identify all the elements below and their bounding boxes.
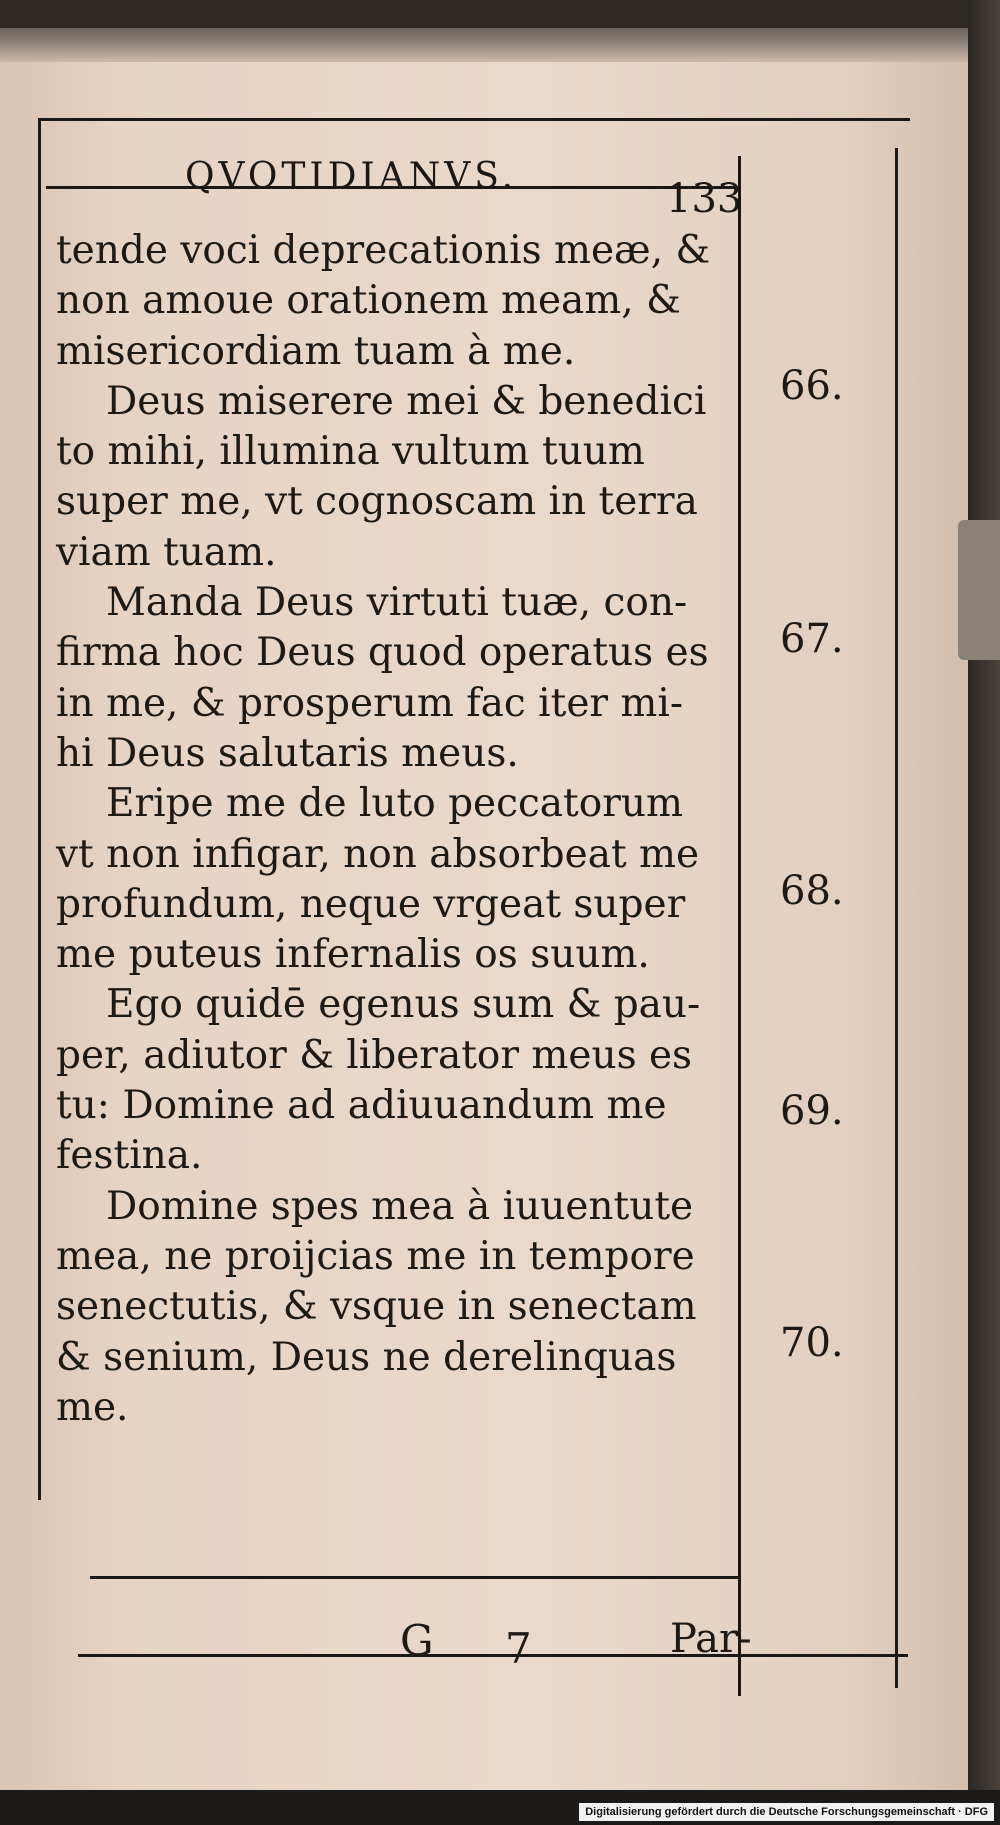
- text-line: Manda Deus virtuti tuæ, con-: [106, 580, 688, 626]
- frame-bottom-rule: [78, 1654, 908, 1657]
- page-tab: [958, 520, 1000, 660]
- book-edge: [968, 0, 1000, 1790]
- text-line: in me, & prosperum fac iter mi-: [56, 680, 684, 726]
- text-line: me puteus infernalis os suum.: [56, 932, 650, 978]
- margin-right-rule: [895, 148, 898, 1688]
- text-line: vt non infigar, non absorbeat me: [56, 831, 700, 877]
- footer-rule: [90, 1576, 738, 1579]
- text-line: Domine spes mea à iuuentute: [106, 1183, 694, 1229]
- frame-left-rule: [38, 120, 41, 1500]
- text-line: firma hoc Deus quod operatus es: [56, 630, 709, 676]
- text-line: profundum, neque vrgeat super: [56, 881, 686, 927]
- text-line: Ego quidē egenus sum & pau-: [106, 982, 701, 1028]
- text-line: tende voci deprecationis meæ, &: [56, 228, 711, 273]
- text-line: Eripe me de luto peccatorum: [106, 781, 683, 827]
- text-line: festina.: [56, 1133, 203, 1179]
- psalm-number-67: 67.: [780, 616, 844, 662]
- text-line: non amoue orationem meam, &: [56, 278, 681, 324]
- text-line: to mihi, illumina vultum tuum: [56, 429, 645, 475]
- text-line: per, adiutor & liberator meus es: [56, 1032, 693, 1078]
- text-line: Deus miserere mei & benedici: [106, 378, 707, 424]
- page-top-edge: [0, 28, 968, 62]
- page-number: 133: [666, 176, 743, 222]
- psalm-number-68: 68.: [780, 868, 844, 914]
- text-line: senectutis, & vsque in senectam: [56, 1284, 697, 1330]
- book-page: [0, 28, 968, 1790]
- digitization-credit: Digitalisierung gefördert durch die Deutsche Forschungsgemeinschaft · DFG: [579, 1803, 994, 1821]
- text-line: super me, vt cognoscam in terra: [56, 479, 698, 525]
- signature-number: 7: [505, 1624, 532, 1673]
- text-line: misericordiam tuam à me.: [56, 328, 576, 374]
- signature-letter: G: [400, 1616, 434, 1665]
- psalm-number-66: 66.: [780, 363, 844, 409]
- text-block: [56, 226, 756, 1433]
- psalm-number-69: 69.: [780, 1088, 844, 1134]
- running-title: QVOTIDIANVS.: [185, 156, 518, 197]
- text-line: me.: [56, 1384, 129, 1430]
- text-line: hi Deus salutaris meus.: [56, 730, 519, 776]
- text-line: tu: Domine ad adiuuandum me: [56, 1083, 667, 1129]
- psalm-number-70: 70.: [780, 1320, 844, 1366]
- text-line: viam tuam.: [56, 529, 277, 575]
- frame-top-rule: [38, 118, 910, 121]
- text-line: mea, ne proijcias me in tempore: [56, 1233, 695, 1279]
- text-line: & senium, Deus ne derelinquas: [56, 1334, 677, 1380]
- catchword: Par-: [670, 1616, 752, 1662]
